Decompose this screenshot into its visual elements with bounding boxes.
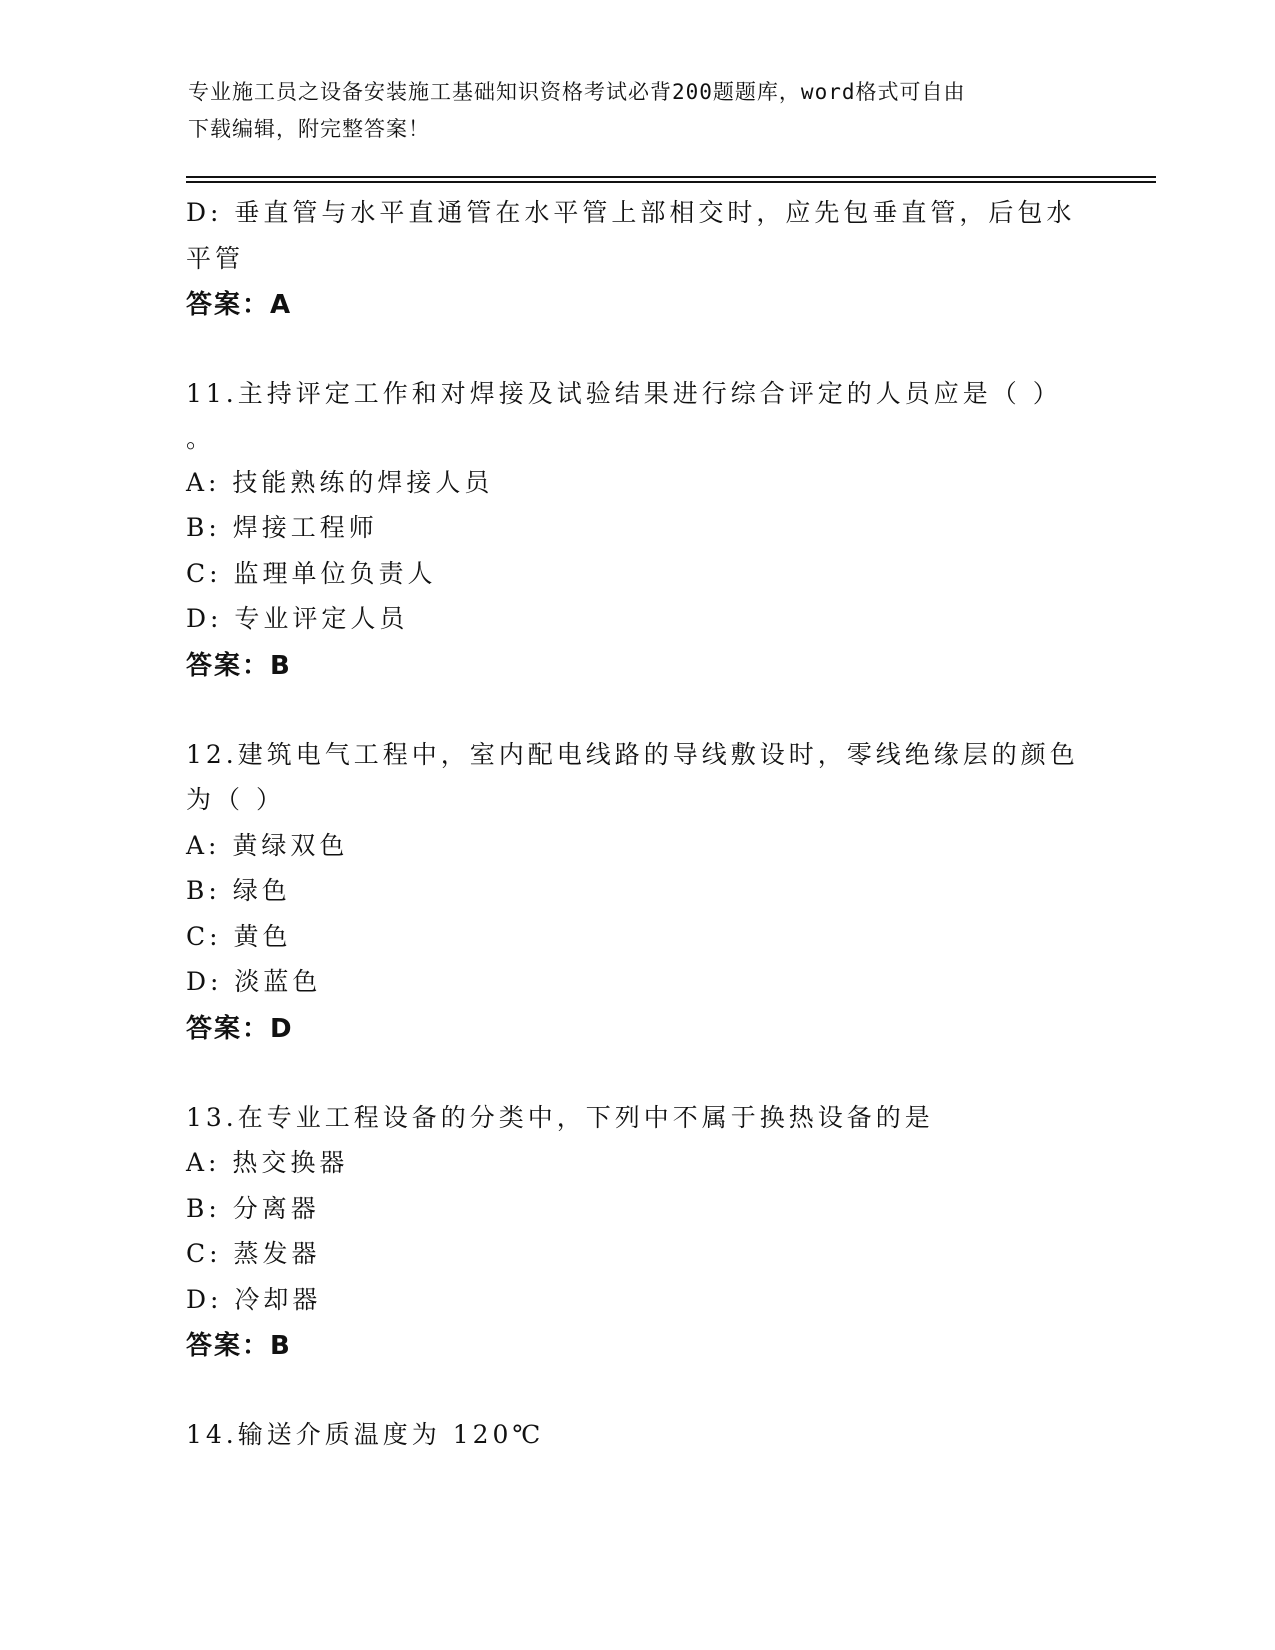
option-a: A: 技能熟练的焊接人员 [186,467,494,497]
question-stem: 13.在专业工程设备的分类中，下列中不属于换热设备的是 [186,1102,934,1132]
option-c: C: 黄色 [186,921,292,951]
question-stem: 14.输送介质温度为 120℃ [186,1420,545,1449]
header-line-1: 专业施工员之设备安装施工基础知识资格考试必背200题题库，word格式可自由 [188,80,966,104]
answer: 答案：A [186,290,293,320]
question-stem-continued: 为（ ） [186,785,285,814]
question-11 [186,371,1086,690]
option-d: D: 冷却器 [186,1284,322,1314]
question-list [186,190,1086,1458]
question-12 [186,732,1086,1053]
option-b: B: 分离器 [186,1193,320,1223]
option-d: D: 专业评定人员 [186,604,409,633]
question-stem: 12.建筑电气工程中，室内配电线路的导线敷设时，零线绝缘层的颜色 [186,739,1079,769]
option-b: B: 绿色 [186,876,291,905]
option-d: D: 垂直管与水平直通管在水平管上部相交时，应先包垂直管，后包水 [186,198,1076,227]
option-d-continued: 平管 [186,243,245,273]
option-a: A: 黄绿双色 [186,830,349,860]
option-b: B: 焊接工程师 [186,513,378,542]
option-c: C: 监理单位负责人 [186,558,437,588]
option-c: C: 蒸发器 [186,1239,321,1268]
document-header [188,74,1068,148]
question-stem-continued: 。 [186,423,216,453]
answer: 答案：B [186,650,292,681]
question-13 [186,1095,1086,1371]
previous-question-tail [186,190,1086,329]
answer: 答案：B [186,1331,292,1361]
question-14 [186,1412,1086,1458]
option-d: D: 淡蓝色 [186,967,322,996]
header-divider-top [186,176,1156,178]
answer: 答案：D [186,1013,294,1044]
header-divider-bottom [186,181,1156,183]
question-stem: 11.主持评定工作和对焊接及试验结果进行综合评定的人员应是（ ） [186,379,1062,408]
option-a: A: 热交换器 [186,1148,349,1177]
header-line-2: 下载编辑，附完整答案！ [188,117,430,141]
